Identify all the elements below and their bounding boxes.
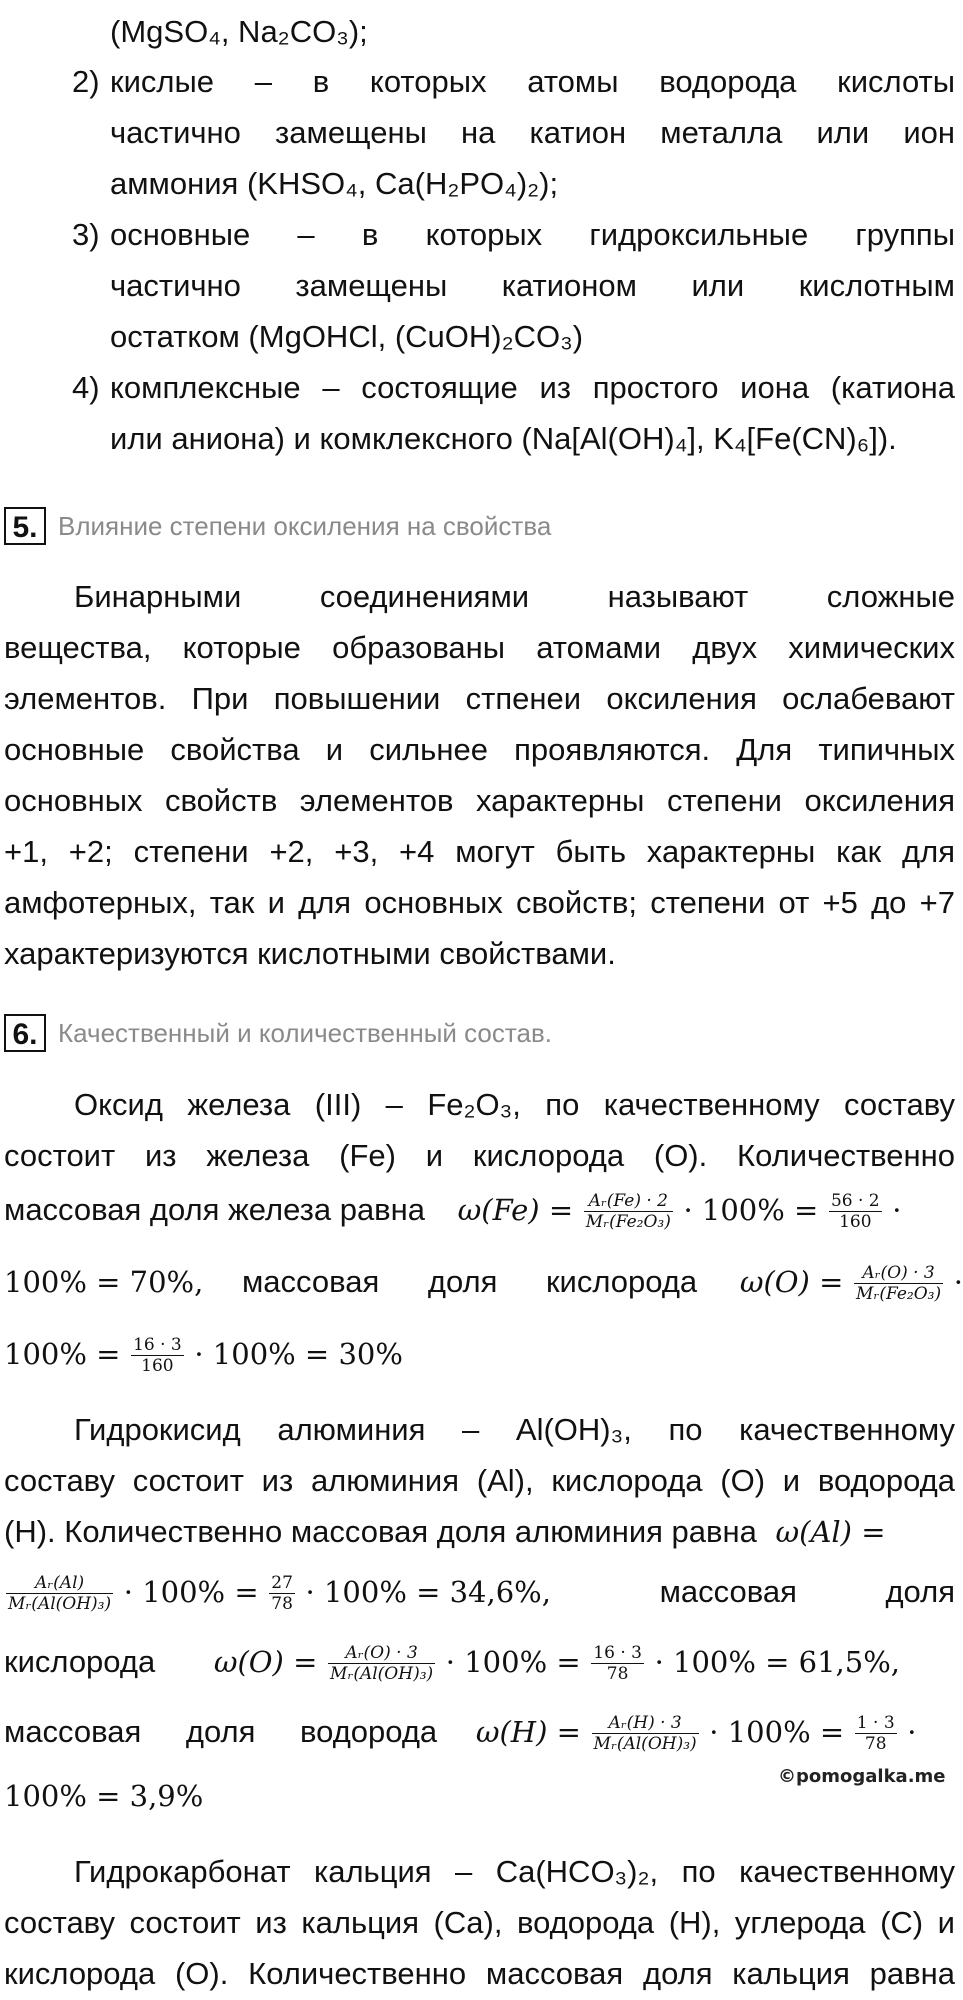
section-title: Качественный и количественный состав. <box>58 1018 552 1048</box>
formula-text: массовая доля <box>659 1574 955 1609</box>
paragraph-line: кислорода (O). Количественно массовая доля кальция равна <box>4 1956 955 1991</box>
fraction-numerator: 56 · 2 <box>830 1191 880 1212</box>
formula-result: · 100% = 61,5%, <box>654 1645 901 1679</box>
section-number-badge: 6. <box>4 1014 46 1052</box>
list-item-1-tail: (MgSO₄, Na₂CO₃); <box>110 14 368 49</box>
paragraph-line: элементов. При повышении стпенеи оксиления ослабевают <box>4 681 955 716</box>
list-item-number: 3) <box>72 217 100 252</box>
paragraph-line: Гидрокарбонат кальция – Ca(HCO₃)₂, по качественному <box>74 1854 955 1889</box>
formula-result: · 100% = 34,6%, <box>305 1575 551 1609</box>
fraction <box>854 1263 943 1304</box>
fraction-numerator: Aᵣ(Fe) · 2 <box>584 1191 673 1212</box>
fraction-denominator: 160 <box>839 1212 872 1233</box>
formula-operator: · <box>953 1265 963 1299</box>
fraction-denominator: 78 <box>864 1734 887 1755</box>
fraction <box>328 1643 435 1684</box>
fraction <box>591 1643 644 1684</box>
fraction-denominator: 78 <box>606 1664 629 1685</box>
section-title: Влияние степени оксиления на свойства <box>58 511 552 541</box>
formula-line <box>4 1512 955 1552</box>
formula-text: массовая доля железа равна <box>4 1192 426 1227</box>
formula-text: кислорода <box>4 1644 156 1679</box>
paragraph-line: Оксид железа (III) – Fe₂O₃, по качественному составу <box>74 1087 955 1122</box>
list-item-text: остатком (MgOHCl, (CuOH)₂CO₃) <box>110 319 584 354</box>
formula-operator: · <box>907 1715 917 1749</box>
paragraph-line: составу состоит из кальция (Ca), водорода (H), углерода (C) и <box>4 1905 955 1940</box>
fraction-numerator: 27 <box>271 1573 293 1594</box>
omega-h: ω(H) = <box>475 1715 581 1749</box>
paragraph-line: Бинарными соединениями называют сложные <box>74 579 955 614</box>
fraction-numerator: Aᵣ(Al) <box>6 1573 113 1594</box>
list-item-text: частично замещены катионом или кислотным <box>110 268 955 303</box>
paragraph-line: вещества, которые образованы атомами двух химических <box>4 630 955 665</box>
paragraph-line: амфотерных, так и для основных свойств; степени от +5 до +7 <box>4 885 955 920</box>
formula-operator: · 100% = <box>445 1645 581 1679</box>
formula-line <box>4 1642 955 1684</box>
list-item-number: 2) <box>72 64 100 99</box>
formula-result: 100% = 70%, <box>4 1265 204 1299</box>
fraction <box>829 1191 882 1232</box>
list-item-text: основные – в которых гидроксильные группы <box>110 217 955 252</box>
paragraph-line: основные свойства и сильнее проявляются. Для типичных <box>4 732 955 767</box>
list-item-text: комплексные – состоящие из простого иона (катиона <box>110 370 955 405</box>
fraction-numerator: Aᵣ(O) · 3 <box>328 1643 435 1664</box>
fraction-denominator: 160 <box>141 1356 174 1377</box>
fraction-numerator: Aᵣ(H) · 3 <box>592 1713 699 1734</box>
omega-o: ω(O) = <box>213 1645 318 1679</box>
paragraph-line: составу состоит из алюминия (Al), кислорода (O) и водорода <box>4 1463 955 1498</box>
formula-line <box>4 1572 955 1614</box>
paragraph-line: состоит из железа (Fe) и кислорода (O). Количественно <box>4 1138 955 1173</box>
section-number-badge: 5. <box>4 507 46 545</box>
formula-result: · 100% = 30% <box>194 1337 403 1371</box>
omega-fe: ω(Fe) = <box>457 1193 574 1227</box>
formula-text: (H). Количественно массовая доля алюминия равна <box>4 1514 757 1549</box>
fraction-numerator: 16 · 3 <box>593 1643 642 1664</box>
formula-line <box>4 1190 955 1232</box>
paragraph-line: Гидрокисид алюминия – Al(OH)₃, по качественному <box>74 1412 955 1447</box>
formula-operator: 100% = <box>4 1337 121 1371</box>
formula-line <box>4 1262 963 1305</box>
paragraph-line: характеризуются кислотными свойствами. <box>4 936 616 971</box>
list-item-text: или аниона) и комклексного (Na[Al(OH)₄], K₄[Fe(CN)₆]). <box>110 421 897 456</box>
fraction-denominator: 78 <box>271 1594 293 1615</box>
fraction <box>584 1191 673 1232</box>
formula-line <box>4 1712 955 1754</box>
paragraph-line: +1, +2; степени +2, +3, +4 могут быть характерны как для <box>4 834 955 869</box>
fraction <box>269 1573 295 1614</box>
fraction-numerator: Aᵣ(O) · 3 <box>854 1263 943 1284</box>
omega-o: ω(O) = <box>739 1265 844 1299</box>
paragraph-line: основных свойств элементов характерны степени оксиления <box>4 783 955 818</box>
formula-text: массовая доля кислорода <box>241 1264 698 1299</box>
fraction-denominator: Mᵣ(Al(OH)₃) <box>330 1664 434 1685</box>
list-item-text: кислые – в которых атомы водорода кислоты <box>110 64 955 99</box>
fraction-denominator: Mᵣ(Fe₂O₃) <box>856 1284 942 1305</box>
fraction <box>6 1573 113 1614</box>
fraction-denominator: Mᵣ(Fe₂O₃) <box>585 1212 671 1233</box>
omega-al: ω(Al) = <box>775 1515 886 1549</box>
list-item-text: частично замещены на катион металла или ион <box>110 115 955 150</box>
formula-operator: · 100% = <box>123 1575 259 1609</box>
fraction-numerator: 16 · 3 <box>133 1335 182 1356</box>
fraction <box>855 1713 897 1754</box>
fraction-denominator: Mᵣ(Al(OH)₃) <box>593 1734 697 1755</box>
fraction-denominator: Mᵣ(Al(OH)₃) <box>8 1594 112 1615</box>
fraction <box>131 1335 184 1376</box>
fraction <box>592 1713 699 1754</box>
list-item-text: аммония (KHSO₄, Ca(H₂PO₄)₂); <box>110 166 559 201</box>
formula-operator: · 100% = <box>683 1193 819 1227</box>
fraction-numerator: 1 · 3 <box>856 1713 895 1734</box>
formula-text: массовая доля водорода <box>4 1714 438 1749</box>
formula-line <box>4 1334 955 1376</box>
formula-operator: · 100% = <box>709 1715 845 1749</box>
watermark: ©pomogalka.me <box>778 1766 946 1787</box>
formula-result: 100% = 3,9% <box>4 1779 204 1813</box>
formula-operator: · <box>892 1193 902 1227</box>
list-item-number: 4) <box>72 370 100 405</box>
